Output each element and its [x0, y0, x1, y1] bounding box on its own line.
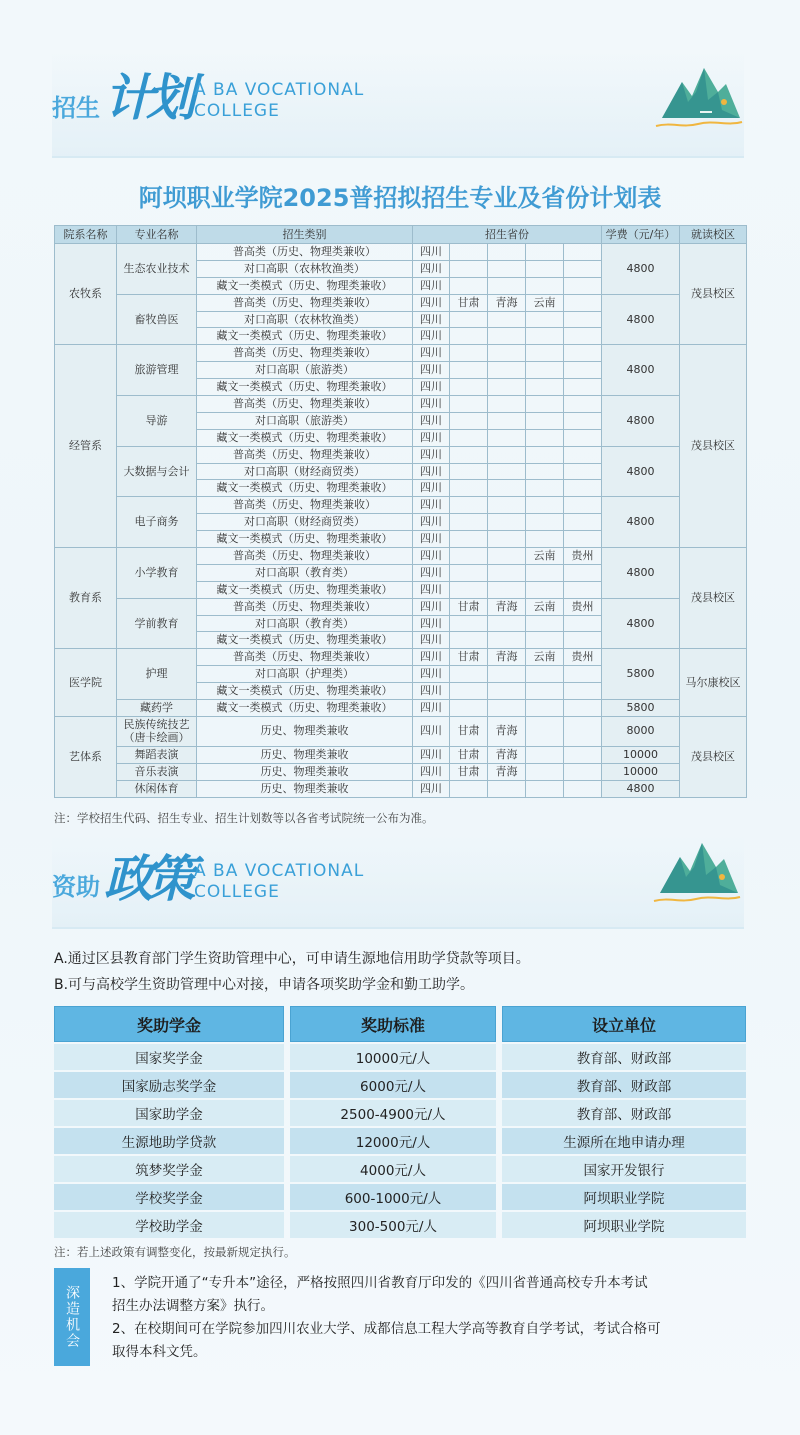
province-cell: 云南 [526, 649, 564, 666]
further-item-2: 2、在校期间可在学院参加四川农业大学、成都信息工程大学高等教育自学考试，考试合格可 [112, 1321, 661, 1337]
aid-standard: 600-1000元/人 [290, 1184, 496, 1210]
table-row [54, 1072, 746, 1098]
province-cell: 云南 [526, 598, 564, 615]
category-cell: 普高类（历史、物理类兼收） [197, 497, 413, 514]
province-cell: 甘肃 [450, 746, 488, 763]
province-cell: 四川 [413, 700, 450, 717]
mountain-illustration-icon [650, 837, 742, 909]
aid-header-row [54, 1006, 746, 1042]
province-cell: 云南 [526, 548, 564, 565]
category-cell: 对口高职（旅游类） [197, 412, 413, 429]
table-row [55, 763, 747, 780]
banner-en-line1: A BA VOCATIONAL [194, 861, 365, 881]
province-cell: 青海 [488, 649, 526, 666]
province-cell: 四川 [413, 514, 450, 531]
header-campus: 就读校区 [680, 226, 747, 244]
aid-unit: 阿坝职业学院 [502, 1212, 746, 1238]
category-cell: 藏文一类模式（历史、物理类兼收） [197, 277, 413, 294]
fee-cell: 4800 [602, 497, 680, 548]
province-cell: 甘肃 [450, 598, 488, 615]
province-cell: 甘肃 [450, 763, 488, 780]
aid-header-name: 奖助学金 [54, 1006, 284, 1042]
major-cell: 畜牧兽医 [117, 294, 197, 345]
province-cell: 四川 [413, 531, 450, 548]
header-fee: 学费（元/年） [602, 226, 680, 244]
table-row [55, 700, 747, 717]
province-cell: 四川 [413, 294, 450, 311]
province-cell: 四川 [413, 564, 450, 581]
category-cell: 藏文一类模式（历史、物理类兼收） [197, 328, 413, 345]
category-cell: 对口高职（护理类） [197, 666, 413, 683]
fee-cell: 4800 [602, 548, 680, 599]
fee-cell: 4800 [602, 598, 680, 649]
table-row [54, 1184, 746, 1210]
major-cell: 休闲体育 [117, 780, 197, 797]
banner-title-zh: 招生 [52, 94, 100, 122]
province-cell: 甘肃 [450, 649, 488, 666]
province-cell: 四川 [413, 396, 450, 413]
province-cell: 四川 [413, 446, 450, 463]
category-cell: 对口高职（教育类） [197, 564, 413, 581]
fee-cell: 10000 [602, 746, 680, 763]
table-row [55, 294, 747, 311]
table-row [55, 244, 747, 261]
aid-note: 注：若上述政策有调整变化，按最新规定执行。 [54, 1245, 296, 1259]
aid-unit: 教育部、财政部 [502, 1100, 746, 1126]
category-cell: 藏文一类模式（历史、物理类兼收） [197, 700, 413, 717]
category-cell: 对口高职（农林牧渔类） [197, 260, 413, 277]
fee-cell: 4800 [602, 244, 680, 295]
province-cell: 四川 [413, 463, 450, 480]
major-cell: 护理 [117, 649, 197, 700]
further-item-1-cont: 招生办法调整方案》执行。 [112, 1298, 274, 1314]
header-provinces: 招生省份 [413, 226, 602, 244]
category-cell: 对口高职（教育类） [197, 615, 413, 632]
banner-en-line1: A BA VOCATIONAL [194, 80, 365, 100]
further-item-1: 1、学院开通了“专升本”途径，严格按照四川省教育厅印发的《四川省普通高校专升本考试 [112, 1275, 648, 1291]
province-cell: 四川 [413, 311, 450, 328]
aid-header-unit: 设立单位 [502, 1006, 746, 1042]
category-cell: 历史、物理类兼收 [197, 746, 413, 763]
major-cell: 学前教育 [117, 598, 197, 649]
fee-cell: 4800 [602, 780, 680, 797]
category-cell: 对口高职（财经商贸类） [197, 463, 413, 480]
campus-cell: 马尔康校区 [680, 649, 747, 717]
further-item-2-cont: 取得本科文凭。 [112, 1344, 207, 1360]
major-cell: 小学教育 [117, 548, 197, 599]
header-category: 招生类别 [197, 226, 413, 244]
province-cell: 四川 [413, 277, 450, 294]
major-cell: 舞蹈表演 [117, 746, 197, 763]
category-cell: 藏文一类模式（历史、物理类兼收） [197, 581, 413, 598]
header-major: 专业名称 [117, 226, 197, 244]
province-cell: 四川 [413, 362, 450, 379]
table-row [54, 1100, 746, 1126]
category-cell: 普高类（历史、物理类兼收） [197, 345, 413, 362]
province-cell: 四川 [413, 379, 450, 396]
province-cell: 青海 [488, 716, 526, 746]
aid-standard: 2500-4900元/人 [290, 1100, 496, 1126]
major-cell: 音乐表演 [117, 763, 197, 780]
enrollment-plan-table [54, 225, 747, 798]
province-cell: 四川 [413, 746, 450, 763]
province-cell: 四川 [413, 649, 450, 666]
campus-cell: 茂县校区 [680, 716, 747, 797]
aid-name: 国家助学金 [54, 1100, 284, 1126]
major-line-2: （唐卡绘画） [123, 731, 190, 745]
province-cell: 四川 [413, 581, 450, 598]
category-cell: 藏文一类模式（历史、物理类兼收） [197, 683, 413, 700]
category-cell: 历史、物理类兼收 [197, 716, 413, 746]
category-cell: 历史、物理类兼收 [197, 780, 413, 797]
table-row [55, 345, 747, 362]
header-dept: 院系名称 [55, 226, 117, 244]
aid-intro-a: A.通过区县教育部门学生资助管理中心，可申请生源地信用助学贷款等项目。 [54, 951, 530, 967]
table-row [54, 1128, 746, 1154]
category-cell: 对口高职（旅游类） [197, 362, 413, 379]
aid-standard: 10000元/人 [290, 1044, 496, 1070]
table-row [54, 1212, 746, 1238]
category-cell: 藏文一类模式（历史、物理类兼收） [197, 480, 413, 497]
category-cell: 普高类（历史、物理类兼收） [197, 649, 413, 666]
category-cell: 藏文一类模式（历史、物理类兼收） [197, 632, 413, 649]
banner-en-line2: COLLEGE [194, 101, 280, 121]
province-cell: 四川 [413, 632, 450, 649]
category-cell: 历史、物理类兼收 [197, 763, 413, 780]
province-cell: 甘肃 [450, 294, 488, 311]
table-row [54, 1156, 746, 1182]
aid-intro-b: B.可与高校学生资助管理中心对接，申请各项奖助学金和勤工助学。 [54, 977, 475, 993]
fee-cell: 4800 [602, 446, 680, 497]
aid-name: 国家励志奖学金 [54, 1072, 284, 1098]
province-cell: 甘肃 [450, 716, 488, 746]
further-study-text [112, 1272, 752, 1364]
table-row [54, 1044, 746, 1070]
category-cell: 普高类（历史、物理类兼收） [197, 446, 413, 463]
category-cell: 藏文一类模式（历史、物理类兼收） [197, 429, 413, 446]
province-cell: 四川 [413, 412, 450, 429]
mountain-illustration-icon [652, 62, 744, 134]
dept-cell: 经管系 [55, 345, 117, 548]
table-row [55, 396, 747, 413]
fee-cell: 5800 [602, 700, 680, 717]
category-cell: 对口高职（农林牧渔类） [197, 311, 413, 328]
province-cell: 四川 [413, 683, 450, 700]
campus-cell: 茂县校区 [680, 244, 747, 345]
major-cell: 导游 [117, 396, 197, 447]
aid-name: 筑梦奖学金 [54, 1156, 284, 1182]
category-cell: 藏文一类模式（历史、物理类兼收） [197, 379, 413, 396]
table-row [55, 780, 747, 797]
table-row [55, 497, 747, 514]
fee-cell: 4800 [602, 396, 680, 447]
province-cell: 青海 [488, 598, 526, 615]
table-row [55, 716, 747, 746]
category-cell: 普高类（历史、物理类兼收） [197, 598, 413, 615]
province-cell: 四川 [413, 260, 450, 277]
province-cell: 云南 [526, 294, 564, 311]
major-cell: 大数据与会计 [117, 446, 197, 497]
table-row [55, 548, 747, 565]
province-cell: 四川 [413, 598, 450, 615]
major-cell [117, 716, 197, 746]
table-row [55, 649, 747, 666]
province-cell: 四川 [413, 666, 450, 683]
province-cell: 贵州 [564, 598, 602, 615]
banner-en-line2: COLLEGE [194, 882, 280, 902]
plan-note: 注：学校招生代码、招生专业、招生计划数等以各省考试院统一公布为准。 [54, 811, 434, 825]
aid-name: 学校奖学金 [54, 1184, 284, 1210]
fee-cell: 8000 [602, 716, 680, 746]
province-cell: 四川 [413, 345, 450, 362]
aid-header-standard: 奖助标准 [290, 1006, 496, 1042]
province-cell: 青海 [488, 746, 526, 763]
table-row [55, 746, 747, 763]
aid-name: 生源地助学贷款 [54, 1128, 284, 1154]
dept-cell: 农牧系 [55, 244, 117, 345]
aid-standard: 12000元/人 [290, 1128, 496, 1154]
category-cell: 普高类（历史、物理类兼收） [197, 396, 413, 413]
dept-cell: 艺体系 [55, 716, 117, 797]
aid-unit: 生源所在地申请办理 [502, 1128, 746, 1154]
further-study-tag: 深造机会 [54, 1268, 90, 1366]
campus-cell: 茂县校区 [680, 548, 747, 649]
province-cell: 四川 [413, 763, 450, 780]
table-header-row [55, 226, 747, 244]
aid-standard: 300-500元/人 [290, 1212, 496, 1238]
province-cell: 贵州 [564, 649, 602, 666]
major-cell: 生态农业技术 [117, 244, 197, 295]
category-cell: 对口高职（财经商贸类） [197, 514, 413, 531]
fee-cell: 5800 [602, 649, 680, 700]
table-row [55, 598, 747, 615]
province-cell: 四川 [413, 780, 450, 797]
category-cell: 普高类（历史、物理类兼收） [197, 244, 413, 261]
banner-enrollment-plan [52, 52, 744, 158]
major-cell: 藏药学 [117, 700, 197, 717]
province-cell: 四川 [413, 480, 450, 497]
category-cell: 普高类（历史、物理类兼收） [197, 548, 413, 565]
aid-standard: 4000元/人 [290, 1156, 496, 1182]
province-cell: 四川 [413, 548, 450, 565]
province-cell: 四川 [413, 615, 450, 632]
aid-name: 国家奖学金 [54, 1044, 284, 1070]
province-cell: 贵州 [564, 548, 602, 565]
province-cell: 青海 [488, 763, 526, 780]
aid-unit: 教育部、财政部 [502, 1072, 746, 1098]
banner-financial-aid [52, 835, 744, 929]
banner-title-calligraphy: 计划 [104, 68, 188, 127]
aid-name: 学校助学金 [54, 1212, 284, 1238]
category-cell: 藏文一类模式（历史、物理类兼收） [197, 531, 413, 548]
province-cell: 四川 [413, 429, 450, 446]
major-line-1: 民族传统技艺 [123, 718, 190, 732]
province-cell: 四川 [413, 497, 450, 514]
dept-cell: 医学院 [55, 649, 117, 717]
aid-unit: 教育部、财政部 [502, 1044, 746, 1070]
banner-title-calligraphy: 政策 [104, 849, 188, 908]
province-cell: 四川 [413, 244, 450, 261]
banner-title-zh: 资助 [52, 873, 100, 901]
category-cell: 普高类（历史、物理类兼收） [197, 294, 413, 311]
campus-cell: 茂县校区 [680, 345, 747, 548]
province-cell: 四川 [413, 328, 450, 345]
table-row [55, 446, 747, 463]
aid-standard: 6000元/人 [290, 1072, 496, 1098]
fee-cell: 10000 [602, 763, 680, 780]
financial-aid-table [48, 1004, 752, 1240]
aid-unit: 阿坝职业学院 [502, 1184, 746, 1210]
aid-unit: 国家开发银行 [502, 1156, 746, 1182]
fee-cell: 4800 [602, 345, 680, 396]
major-cell: 旅游管理 [117, 345, 197, 396]
province-cell: 四川 [413, 716, 450, 746]
fee-cell: 4800 [602, 294, 680, 345]
major-cell: 电子商务 [117, 497, 197, 548]
page-title: 阿坝职业学院2025普招拟招生专业及省份计划表 [138, 184, 662, 212]
dept-cell: 教育系 [55, 548, 117, 649]
province-cell: 青海 [488, 294, 526, 311]
